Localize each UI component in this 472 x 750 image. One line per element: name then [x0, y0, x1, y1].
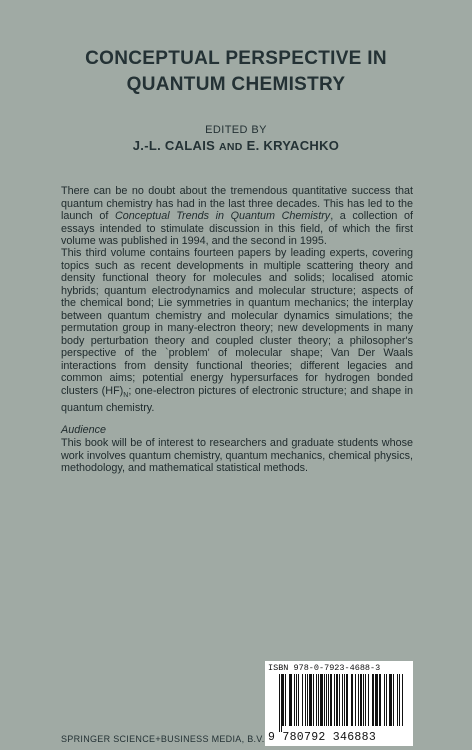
barcode-bar: [285, 674, 286, 726]
editor-1: J.-L. CALAIS: [132, 138, 216, 153]
barcode-bar: [298, 674, 299, 726]
barcode-bar: [324, 674, 325, 726]
paragraph-2-text-b: ; one-electron pictures of electronic structure; and shape in quantum chemistry.: [61, 384, 413, 415]
paragraph-1-text-b: , a collection of essays intended to stimulate discussion in this field, of which the first volume was published in 1994, and the second in 1995.: [61, 210, 413, 247]
audience-paragraph: This book will be of interest to researchers and graduate students whose work involves quantum chemistry, quantum mechanics, chemical physics, methodology, and mathematical statistical methods.: [61, 437, 413, 474]
barcode-bar: [330, 674, 332, 726]
editor-2: E. KRYACHKO: [246, 138, 340, 153]
barcode-bar: [320, 674, 323, 726]
paragraph-2-subscript: N: [123, 391, 129, 399]
barcode-bar: [307, 674, 308, 726]
barcode-bar: [342, 674, 343, 726]
barcode-bar: [351, 674, 353, 726]
book-title-line-2: QUANTUM CHEMISTRY: [126, 74, 346, 95]
isbn-barcode: [265, 661, 413, 746]
edited-by-label: EDITED BY: [205, 124, 267, 136]
barcode-bar: [279, 674, 280, 732]
barcode-bar: [402, 674, 403, 726]
isbn-text: ISBN 978-0-7923-4688-3: [268, 663, 381, 673]
editors-and: AND: [219, 141, 243, 153]
publisher-name: SPRINGER SCIENCE+BUSINESS MEDIA, B.V.: [61, 734, 265, 744]
barcode-bar: [384, 674, 385, 726]
barcode-bar: [375, 674, 378, 726]
barcode-bar: [339, 674, 340, 726]
barcode-bar: [316, 674, 317, 726]
barcode-bar: [397, 674, 398, 726]
barcode-bar: [326, 674, 327, 726]
barcode-bar: [334, 674, 335, 726]
barcode-bar: [379, 674, 381, 726]
barcode-bar: [289, 674, 292, 726]
barcode-bar: [399, 674, 400, 726]
barcode-bar: [393, 674, 394, 726]
barcode-bar: [281, 674, 282, 732]
audience-heading: Audience: [61, 424, 107, 436]
editors-line: [0, 138, 472, 153]
barcode-bar: [313, 674, 314, 726]
description-paragraph-1: [61, 185, 413, 248]
barcode-bar: [296, 674, 297, 726]
barcode-bar: [360, 674, 362, 726]
barcode-bar: [318, 674, 319, 726]
description-paragraph-2: [61, 247, 413, 415]
barcode-bar: [309, 674, 312, 726]
barcode-bar: [282, 674, 284, 726]
barcode-bar: [386, 674, 387, 726]
barcode-bar: [346, 674, 348, 726]
barcode-bar: [328, 674, 329, 726]
barcode-bar: [302, 674, 303, 726]
barcode-bars: [279, 674, 407, 732]
barcode-bar: [389, 674, 392, 726]
paragraph-2-text-a: This third volume contains fourteen papers by leading experts, covering topics such as recent developments in multiple scattering theory and density functional theory for molecules and solids; localised atomic hybrids; quantum electrodynamics and molecular structure; aspects of the chemical bond; Lie symmetries in quantum mechanics; the interplay between quantum chemistry and molecular dynamics simulations; the permutation group in many-electron theory; new developments in many body perturbation theory and coupled cluster theory; a philosopher's perspective of the `problem' of molecular shape; Van Der Waals interactions from density functional theories; different legacies and common aims; potential energy hypersurfaces for hydrogen bonded clusters (HF): [61, 247, 413, 397]
barcode-bar: [368, 674, 369, 726]
barcode-bar: [365, 674, 366, 726]
barcode-bar: [336, 674, 338, 726]
paragraph-1-text-a: There can be no doubt about the tremendous quantitative success that quantum chemistry has had in the last three decades. This has led to the launch of: [61, 185, 413, 222]
barcode-number: 9 780792 346883: [268, 731, 377, 744]
barcode-bar: [294, 674, 295, 726]
series-title: Conceptual Trends in Quantum Chemistry: [115, 210, 331, 222]
barcode-bar: [344, 674, 345, 726]
barcode-bar: [363, 674, 364, 726]
barcode-bar: [355, 674, 356, 726]
barcode-bar: [305, 674, 306, 726]
barcode-bar: [358, 674, 359, 726]
barcode-bar: [372, 674, 374, 726]
book-title-line-1: CONCEPTUAL PERSPECTIVE IN: [85, 48, 387, 69]
